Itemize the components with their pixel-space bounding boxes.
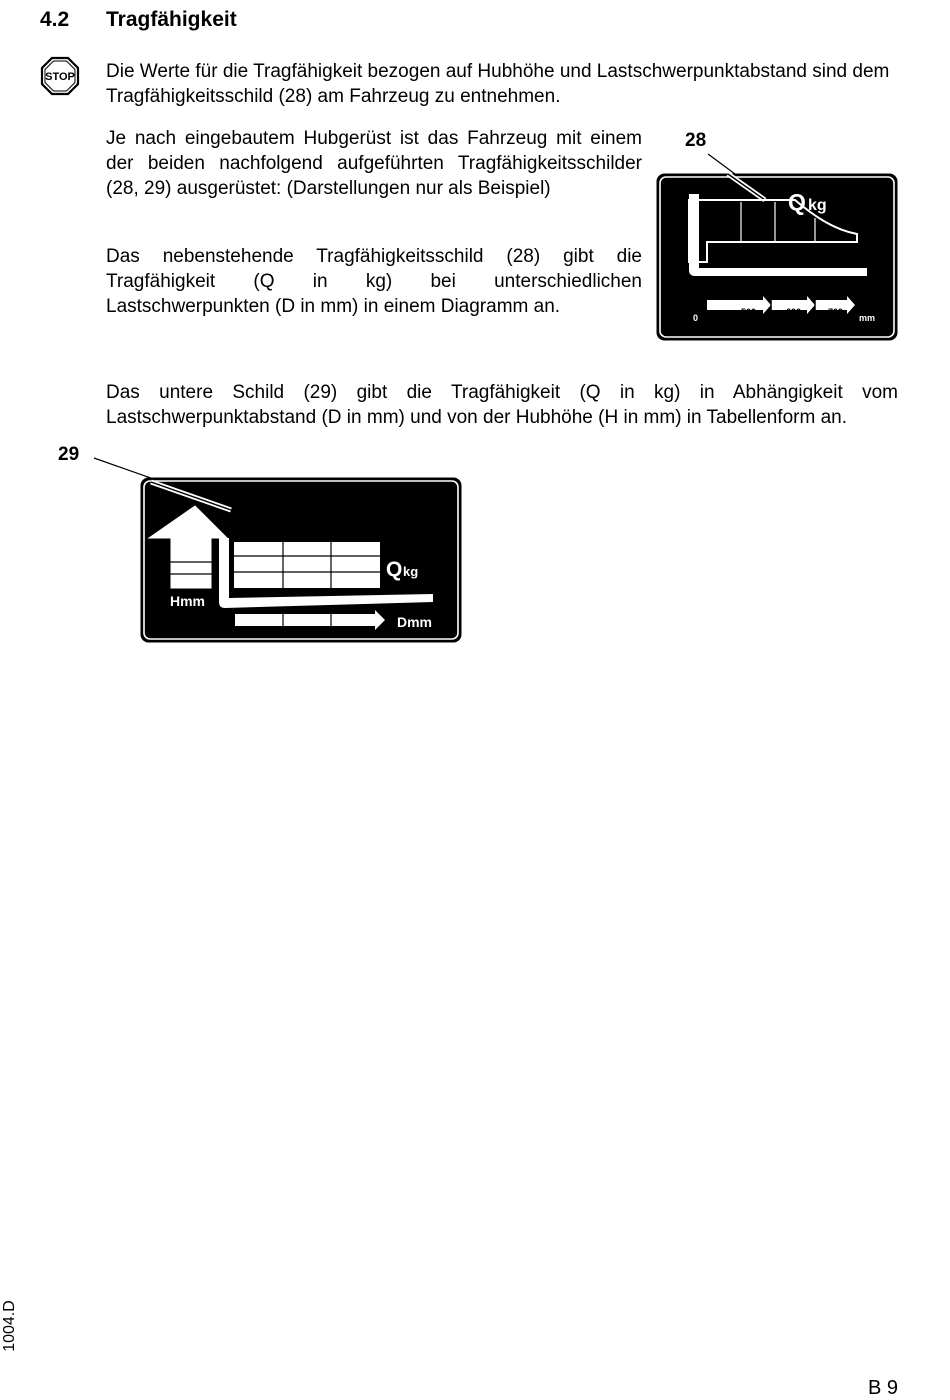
plate-29-q-label: Q xyxy=(386,558,403,581)
plate-29-kg-label: kg xyxy=(403,564,419,579)
plate-28-kg-label: kg xyxy=(808,197,827,214)
document-code: 1004.D xyxy=(1,1300,18,1352)
plate-28-description: Das nebenstehende Tragfähigkeitsschild (28) gibt die Tragfähigkeit (Q in kg) bei unterschiedlichen Lastschwerpunkten (D in mm) in einem Diagramm an. xyxy=(106,246,642,317)
callout-29: 29 xyxy=(58,444,80,465)
plate-29-h-label: Hmm xyxy=(170,593,206,609)
plate-28-tick-600: 600 xyxy=(786,307,802,317)
page-number: B 9 xyxy=(868,1377,899,1399)
callout-28: 28 xyxy=(685,130,707,151)
plate-28-unit: mm xyxy=(859,313,876,323)
section-number: 4.2 xyxy=(40,8,70,31)
plate-28-axis-zero: 0 xyxy=(693,313,699,323)
capacity-plate-28 xyxy=(655,172,899,342)
section-title: Tragfähigkeit xyxy=(106,8,237,31)
plate-29-description: Das untere Schild (29) gibt die Tragfähigkeit (Q in kg) in Abhängigkeit vom Lastschwerpunktabstand (D in mm) und von der Hubhöhe (H in mm) in Tabellenform an. xyxy=(106,382,898,428)
capacity-plate-29 xyxy=(139,476,463,644)
intro-paragraph: Die Werte für die Tragfähigkeit bezogen auf Hubhöhe und Lastschwerpunktabstand sind dem Tragfähigkeitsschild (28) am Fahrzeug zu entnehmen. xyxy=(106,61,890,107)
variants-paragraph: Je nach eingebautem Hubgerüst ist das Fahrzeug mit einem der beiden nachfolgend aufgeführten Tragfähigkeitsschilder (28, 29) ausgerüstet: (Darstellungen nur als Beispiel) xyxy=(106,128,642,199)
plate-28-tick-700: 700 xyxy=(828,307,844,317)
capacity-table xyxy=(234,542,380,588)
stop-sign-label: STOP xyxy=(45,71,75,83)
plate-29-d-label: Dmm xyxy=(397,614,433,630)
plate-28-q-label: Q xyxy=(788,189,806,215)
stop-sign-icon xyxy=(40,56,80,96)
plate-28-tick-500: 500 xyxy=(741,307,757,317)
